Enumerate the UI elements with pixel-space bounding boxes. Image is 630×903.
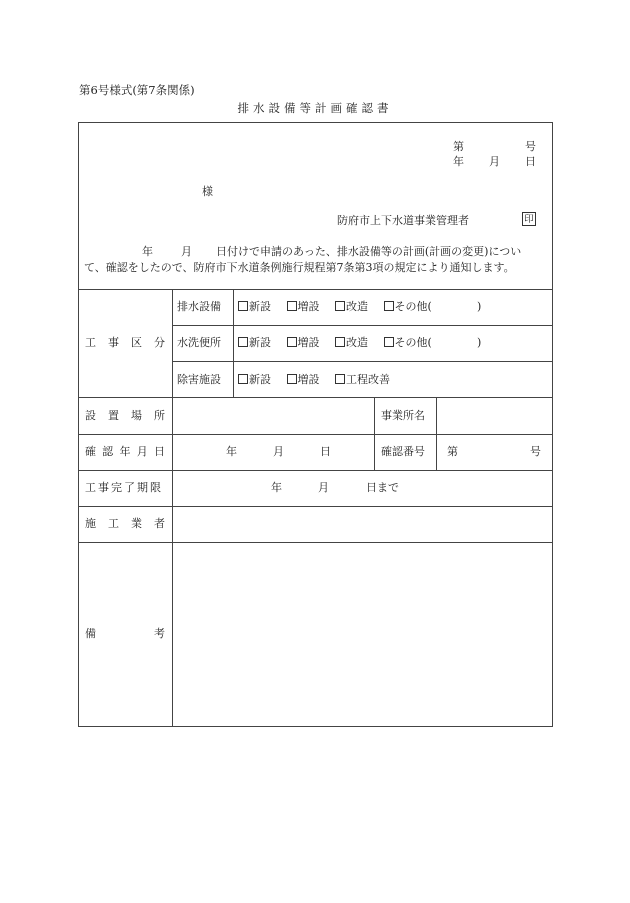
form-number: 第6号様式(第7条関係): [79, 83, 195, 97]
notice-number-suffix: 号: [525, 140, 536, 153]
completion-deadline-label: 工事完了期限: [85, 481, 163, 494]
body-line2: て、確認をしたので、防府市下水道条例施行規程第7条第3項の規定により通知します。: [84, 261, 515, 274]
remarks-field[interactable]: [179, 545, 549, 723]
category-drainage: 排水設備: [177, 300, 221, 313]
notice-day: 日: [525, 155, 536, 168]
issuer-name: 防府市上下水道事業管理者: [337, 214, 469, 227]
contractor-field[interactable]: [179, 508, 549, 540]
option-extension[interactable]: 増設: [287, 300, 320, 314]
option-process-improvement[interactable]: 工程改善: [335, 373, 390, 387]
contractor-label: 施 工 業 者: [85, 517, 165, 530]
option-extension[interactable]: 増設: [287, 336, 320, 350]
office-name-label: 事業所名: [381, 409, 425, 422]
category-flush-toilet: 水洗便所: [177, 336, 221, 349]
option-other[interactable]: その他(: [384, 336, 432, 350]
notice-year: 年: [453, 155, 464, 168]
options-pretreatment: [238, 373, 390, 387]
body-line1: 日付けで申請のあった、排水設備等の計画(計画の変更)につい: [216, 245, 522, 258]
confirmation-number-prefix: 第: [447, 445, 458, 458]
location-field[interactable]: [179, 399, 372, 432]
option-new[interactable]: 新設: [238, 300, 271, 314]
notice-number-prefix: 第: [453, 140, 464, 153]
seal-mark: 印: [522, 212, 536, 226]
options-drainage-close: ): [477, 300, 482, 313]
option-new[interactable]: 新設: [238, 373, 271, 387]
option-modification[interactable]: 改造: [335, 300, 368, 314]
confirmation-number-suffix: 号: [530, 445, 541, 458]
addressee-suffix: 様: [202, 185, 213, 198]
notice-body: [84, 244, 549, 276]
options-flush-toilet: [238, 336, 432, 350]
option-new[interactable]: 新設: [238, 336, 271, 350]
confirmation-day: 日: [320, 445, 331, 458]
completion-year: 年: [271, 481, 282, 494]
confirmation-date-label: 確 認 年 月 日: [85, 445, 165, 458]
office-name-field[interactable]: [439, 399, 549, 432]
body-year: 年: [142, 245, 153, 258]
category-pretreatment: 除害施設: [177, 373, 221, 386]
location-label: 設 置 場 所: [85, 409, 165, 422]
confirmation-month: 月: [273, 445, 284, 458]
remarks-label: 備 考: [85, 627, 165, 640]
notice-month: 月: [489, 155, 500, 168]
completion-until: 日まで: [366, 481, 399, 494]
option-other[interactable]: その他(: [384, 300, 432, 314]
options-drainage: [238, 300, 432, 314]
confirmation-year: 年: [226, 445, 237, 458]
body-month: 月: [181, 245, 192, 258]
completion-month: 月: [318, 481, 329, 494]
confirmation-number-label: 確認番号: [381, 445, 425, 458]
option-modification[interactable]: 改造: [335, 336, 368, 350]
option-extension[interactable]: 増設: [287, 373, 320, 387]
document-title: 排水設備等計画確認書: [237, 101, 393, 115]
construction-type-label: 工 事 区 分: [85, 336, 165, 349]
options-flush-toilet-close: ): [477, 336, 482, 349]
